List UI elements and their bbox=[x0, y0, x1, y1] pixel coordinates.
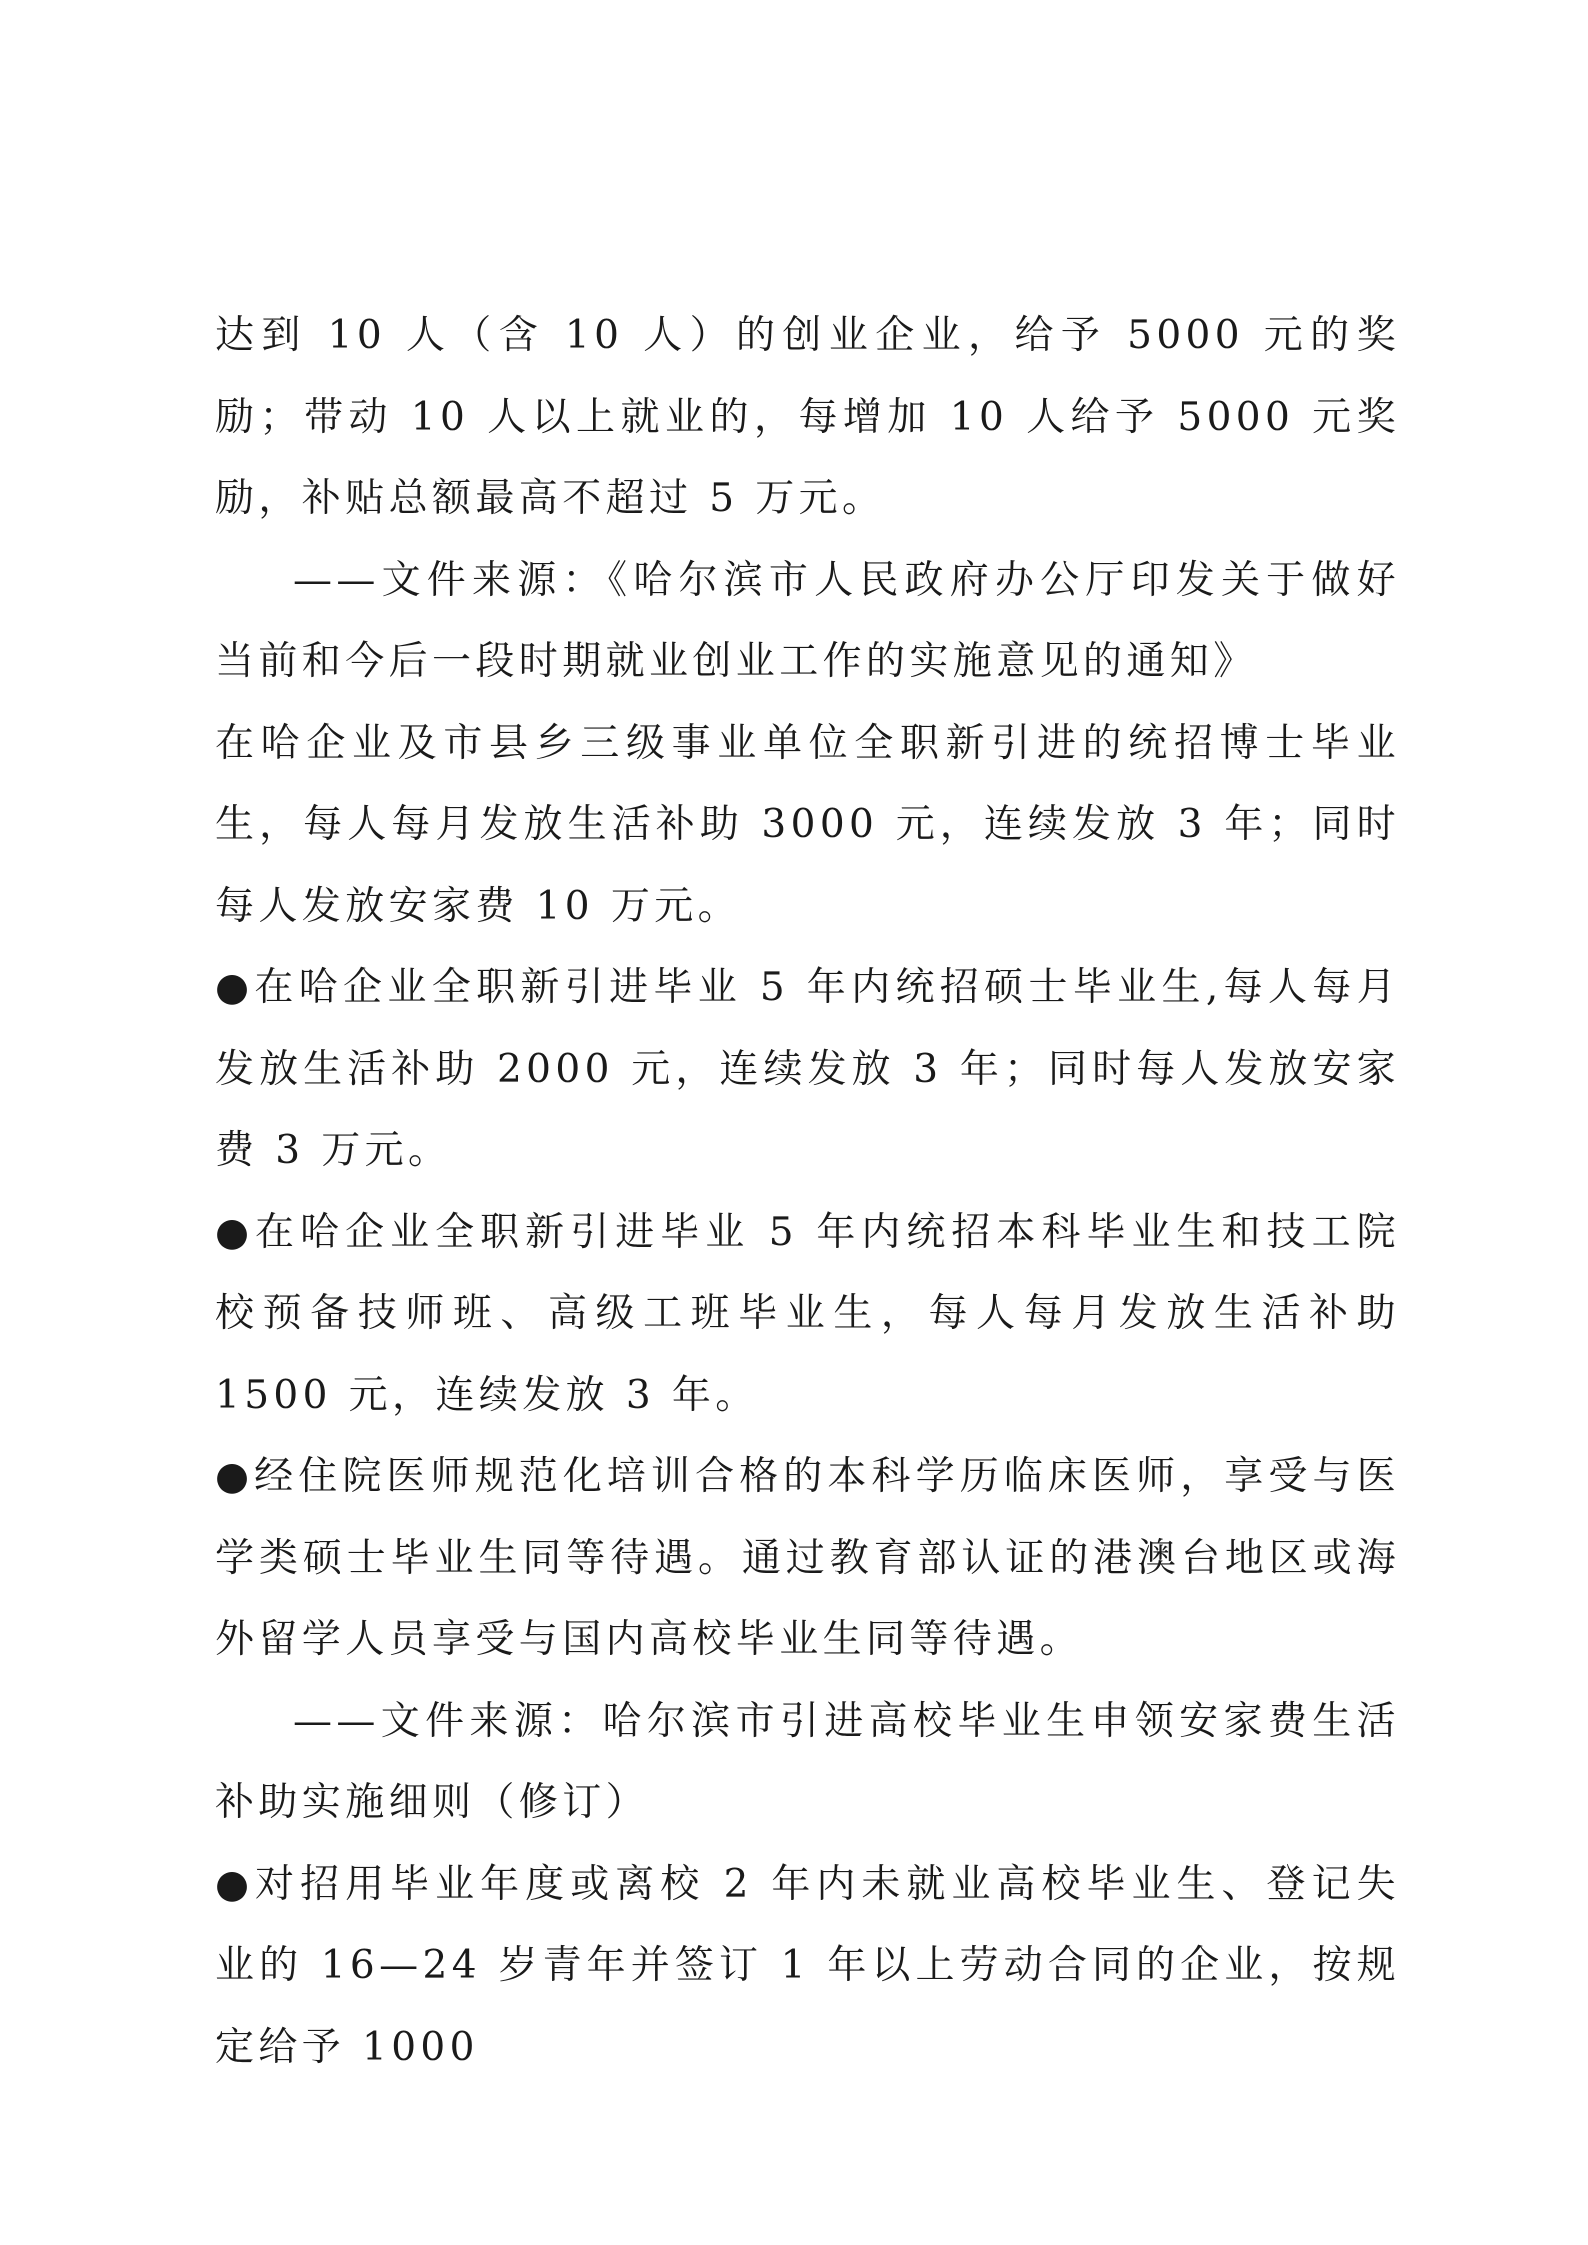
source-note-employment-notice: ——文件来源：《哈尔滨市人民政府办公厅印发关于做好当前和今后一段时期就业创业工作的实施意见的通知》 bbox=[215, 557, 1400, 684]
paragraph-bachelor-graduates: ●在哈企业全职新引进毕业 5 年内统招本科毕业生和技工院校预备技师班、高级工班毕业生，每人每月发放生活补助 1500 元，连续发放 3 年。 bbox=[215, 1209, 1400, 1418]
source-note-settlement-rules: ——文件来源：哈尔滨市引进高校毕业生申领安家费生活补助实施细则（修订） bbox=[215, 1698, 1400, 1825]
paragraph-startup-reward: 达到 10 人（含 10 人）的创业企业，给予 5000 元的奖励；带动 10 人以上就业的，每增加 10 人给予 5000 元奖励，补贴总额最高不超过 5 万元。 bbox=[215, 313, 1400, 521]
document-body bbox=[215, 295, 1400, 2088]
paragraph-master-graduates: ●在哈企业全职新引进毕业 5 年内统招硕士毕业生,每人每月发放生活补助 2000 元，连续发放 3 年；同时每人发放安家费 3 万元。 bbox=[215, 965, 1400, 1173]
paragraph-resident-physicians: ●经住院医师规范化培训合格的本科学历临床医师，享受与医学类硕士毕业生同等待遇。通过教育部认证的港澳台地区或海外留学人员享受与国内高校毕业生同等待遇。 bbox=[215, 1454, 1400, 1662]
paragraph-doctoral-graduates: 在哈企业及市县乡三级事业单位全职新引进的统招博士毕业生，每人每月发放生活补助 3000 元，连续发放 3 年；同时每人发放安家费 10 万元。 bbox=[215, 720, 1400, 929]
paragraph-youth-hiring-subsidy: ●对招用毕业年度或离校 2 年内未就业高校毕业生、登记失业的 16—24 岁青年并签订 1 年以上劳动合同的企业，按规定给予 1000 bbox=[215, 1861, 1400, 2070]
